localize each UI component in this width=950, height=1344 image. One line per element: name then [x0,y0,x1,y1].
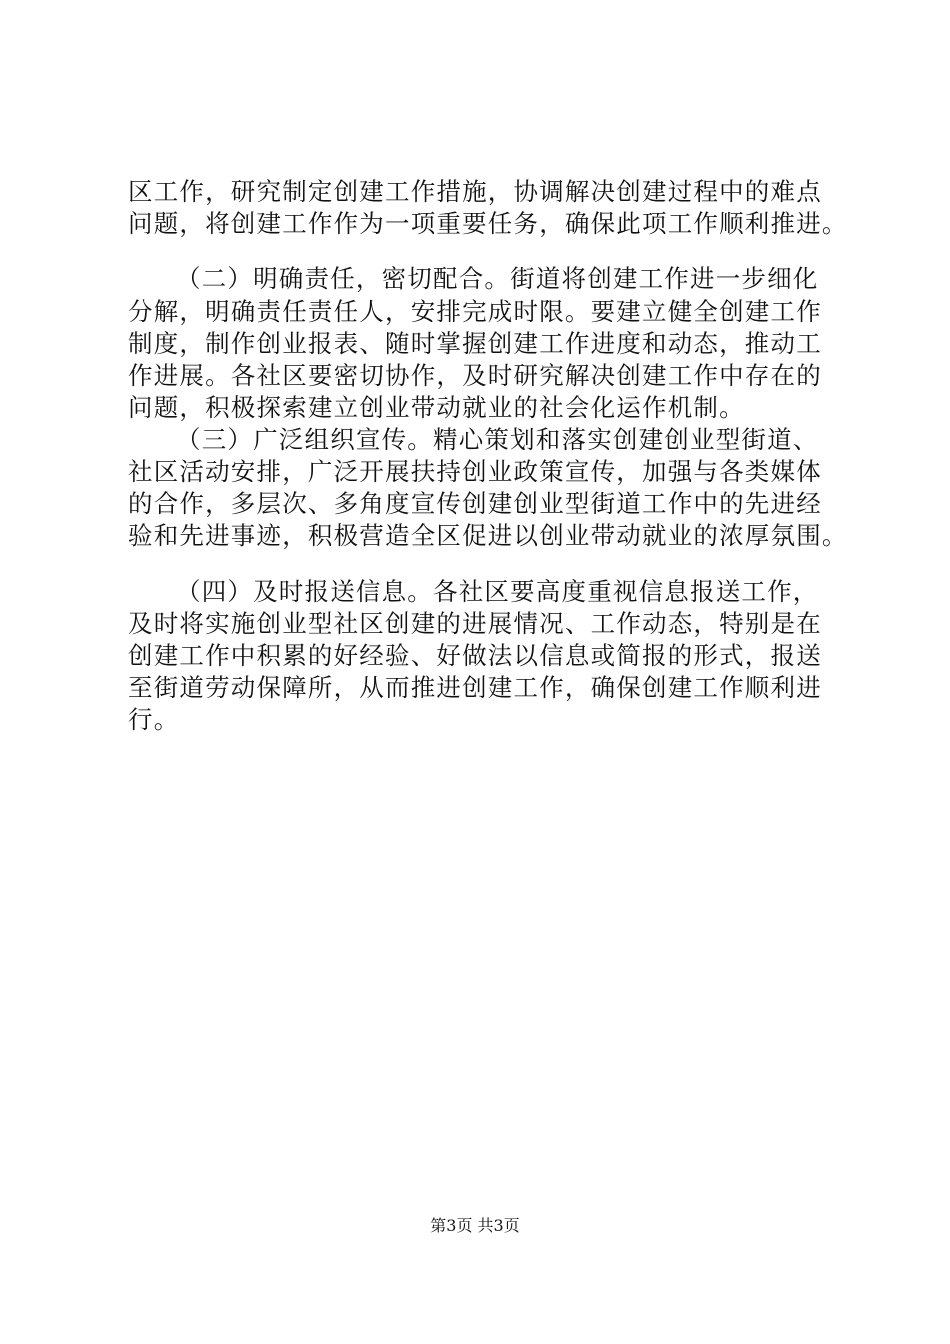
paragraph-1-line-1: 区工作，研究制定创建工作措施，协调解决创建过程中的难点 [128,177,822,206]
paragraph-4-line-2: 及时将实施创业型社区创建的进展情况、工作动态，特别是在 [128,609,822,638]
paragraph-2-line-4: 作进展。各社区要密切协作，及时研究解决创建工作中存在的 [128,361,822,390]
paragraph-4-line-3: 创建工作中积累的好经验、好做法以信息或简报的形式，报送 [128,641,822,670]
paragraph-2-line-5: 问题，积极探索建立创业带动就业的社会化运作机制。 [128,393,745,422]
paragraph-3-line-4: 验和先进事迹，积极营造全区促进以创业带动就业的浓厚氛围。 [128,521,848,550]
paragraph-2-line-1: （二）明确责任，密切配合。街道将创建工作进一步细化 [176,264,819,293]
paragraph-4-line-4: 至街道劳动保障所，从而推进创建工作，确保创建工作顺利进 [128,673,822,702]
paragraph-3-line-1: （三）广泛组织宣传。精心策划和落实创建创业型街道、 [176,425,819,454]
page-number-footer: 第3页 共3页 [430,1216,520,1235]
paragraph-1-line-2: 问题，将创建工作作为一项重要任务，确保此项工作顺利推进。 [128,209,848,238]
paragraph-3-line-3: 的合作，多层次、多角度宣传创建创业型街道工作中的先进经 [128,489,822,518]
paragraph-2-line-3: 制度，制作创业报表、随时掌握创建工作进度和动态，推动工 [128,329,822,358]
paragraph-4-line-5: 行。 [128,705,180,734]
paragraph-4-line-1: （四）及时报送信息。各社区要高度重视信息报送工作， [176,577,819,606]
paragraph-2-line-2: 分解，明确责任责任人，安排完成时限。要建立健全创建工作 [128,297,822,326]
paragraph-3-line-2: 社区活动安排，广泛开展扶持创业政策宣传，加强与各类媒体 [128,457,822,486]
